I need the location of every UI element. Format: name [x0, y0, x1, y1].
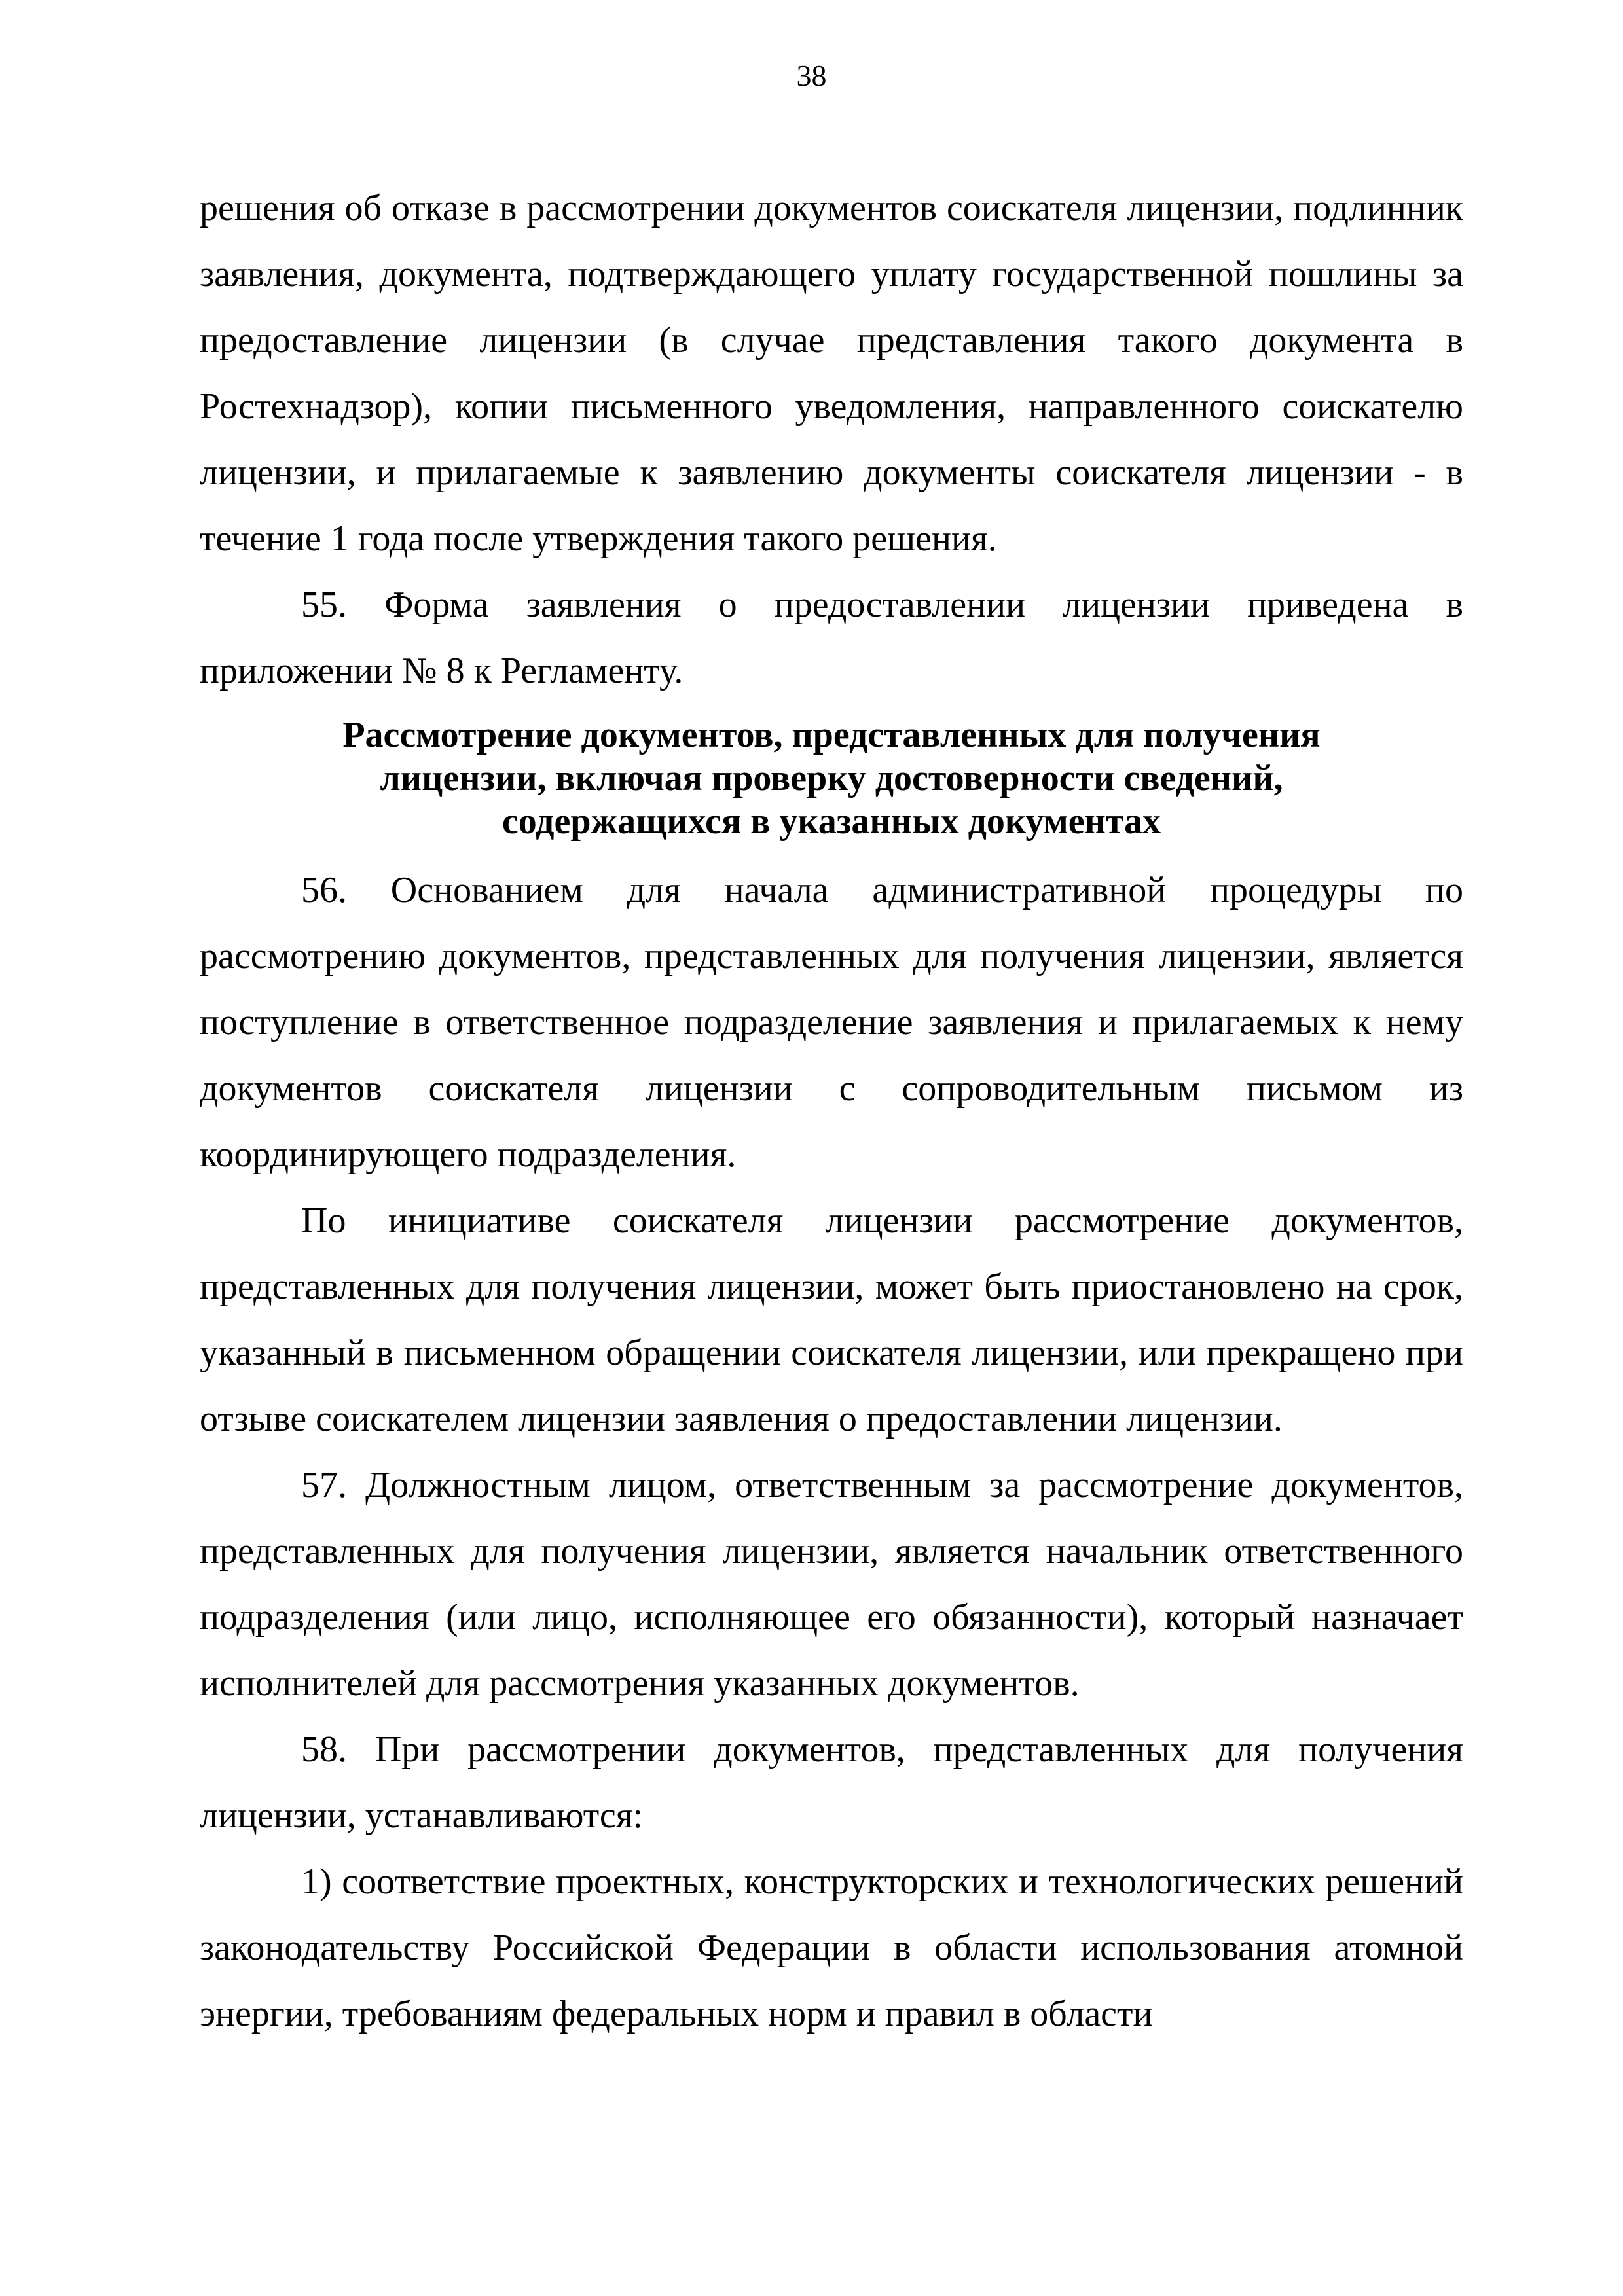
paragraph-58-item-1: 1) соответствие проектных, конструкторских и технологических решений законодательству Российской Федерации в области использования атомной энергии, требованиям федеральных норм и правил в области [200, 1861, 1463, 2034]
paragraph-continuation: решения об отказе в рассмотрении документов соискателя лицензии, подлинник заявления, документа, подтверждающего уплату государственной пошлины за предоставление лицензии (в случае представления такого документа в Ростехнадзор), копии письменного уведомления, направленного соискателю лицензии, и прилагаемые к заявлению документы соискателя лицензии - в течение 1 года после утверждения такого решения. [200, 188, 1463, 559]
document-body [200, 175, 1463, 2047]
paragraph-57: 57. Должностным лицом, ответственным за рассмотрение документов, представленных для получения лицензии, является начальник ответственного подразделения (или лицо, исполняющее его обязанности), который назначает исполнителей для рассмотрения указанных документов. [200, 1465, 1463, 1704]
paragraph-56-initiative: По инициативе соискателя лицензии рассмотрение документов, представленных для получения лицензии, может быть приостановлено на срок, указанный в письменном обращении соискателя лицензии, или прекращено при отзыве соискателем лицензии заявления о предоставлении лицензии. [200, 1200, 1463, 1439]
paragraph-58: 58. При рассмотрении документов, представленных для получения лицензии, устанавливаются: [200, 1729, 1463, 1836]
page-number: 38 [796, 59, 827, 92]
paragraph-56: 56. Основанием для начала административной процедуры по рассмотрению документов, представленных для получения лицензии, является поступление в ответственное подразделение заявления и прилагаемых к нему документов соискателя лицензии с сопроводительным письмом из координирующего подразделения. [200, 870, 1463, 1175]
paragraph-55: 55. Форма заявления о предоставлении лицензии приведена в приложении № 8 к Регламенту. [200, 584, 1463, 691]
section-heading: Рассмотрение документов, представленных для получения лицензии, включая проверку достоверности сведений, содержащихся в указанных документах [342, 715, 1321, 842]
